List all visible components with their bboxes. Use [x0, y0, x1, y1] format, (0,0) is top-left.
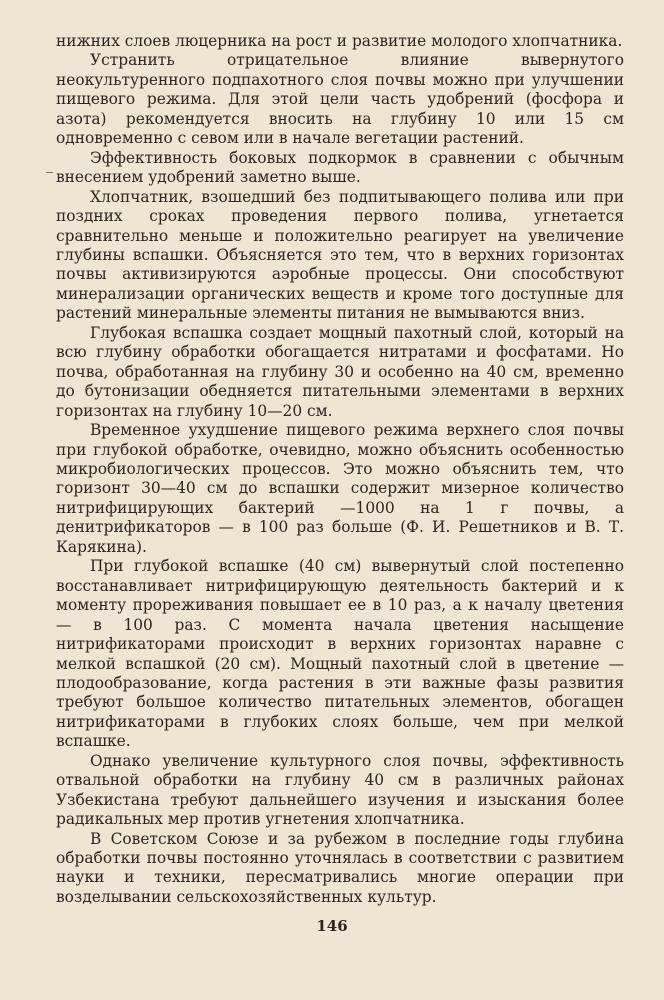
- margin-pencil-mark: [46, 172, 53, 173]
- page-number: 146: [316, 917, 348, 935]
- paragraph: Устранить отрицательное влияние вывернутого неокультуренного подпахотного слоя почвы можно при улучшении пищевого режима. Для этой цели часть удобрений (фосфора и азота) рекомендуется вносить на глубину 10 или 15 см одновременно с севом или в начале вегетации растений.: [56, 51, 624, 148]
- paragraph: При глубокой вспашке (40 см) вывернутый слой постепенно восстанавливает нитрифицирующую деятельность бактерий и к моменту прореживания повышает ее в 10 раз, а к началу цветения — в 100 раз. С момента начала цветения насыщение нитрификаторами происходит в верхних горизонтах наравне с мелкой вспашкой (20 см). Мощный пахотный слой в цветение — плодообразование, когда растения в эти важные фазы развития требуют большое количество питательных элементов, обогащен нитрификаторами в глубоких слоях больше, чем при мелкой вспашке.: [56, 557, 624, 751]
- paragraph: В Советском Союзе и за рубежом в последние годы глубина обработки почвы постоянно уточнялась в соответствии с развитием науки и техники, пересматривались многие операции при возделывании сельскохозяйственных культур.: [56, 829, 624, 906]
- page-body: [56, 32, 624, 907]
- paragraph: Однако увеличение культурного слоя почвы, эффективность отвальной обработки на глубину 40 см в различных районах Узбекистана требуют дальнейшего изучения и изыскания более радикальных мер против угнетения хлопчатника.: [56, 751, 624, 829]
- paragraph: Глубокая вспашка создает мощный пахотный слой, который на всю глубину обработки обогащается нитратами и фосфатами. Но почва, обработанная на глубину 30 и особенно на 40 см, временно до бутонизации обедняется питательными элементами в верхних горизонтах на глубину 10—20 см.: [56, 323, 624, 420]
- paragraph: Временное ухудшение пищевого режима верхнего слоя почвы при глубокой обработке, очевидно, можно объяснить особенностью микробиологических процессов. Это можно объяснить тем, что горизонт 30—40 см до вспашки содержит мизерное количество нитрифицирующих бактерий —1000 на 1 г почвы, а денитрификаторов — в 100 раз больше (Ф. И. Решетников и В. Т. Карякина).: [56, 421, 624, 556]
- paragraph: Эффективность боковых подкормок в сравнении с обычным внесением удобрений заметно выше.: [56, 148, 624, 187]
- paragraph-continuation: нижних слоев люцерника на рост и развитие молодого хлопчатника.: [56, 32, 623, 50]
- paragraph: Хлопчатник, взошедший без подпитывающего полива или при поздних сроках проведения первого полива, угнетается сравнительно меньше и положительно реагирует на увеличение глубины вспашки. Объясняется это тем, что в верхних горизонтах почвы активизируются аэробные процессы. Они способствуют минерализации органических веществ и кроме того доступные для растений минеральные элементы питания не вымываются вниз.: [56, 187, 624, 323]
